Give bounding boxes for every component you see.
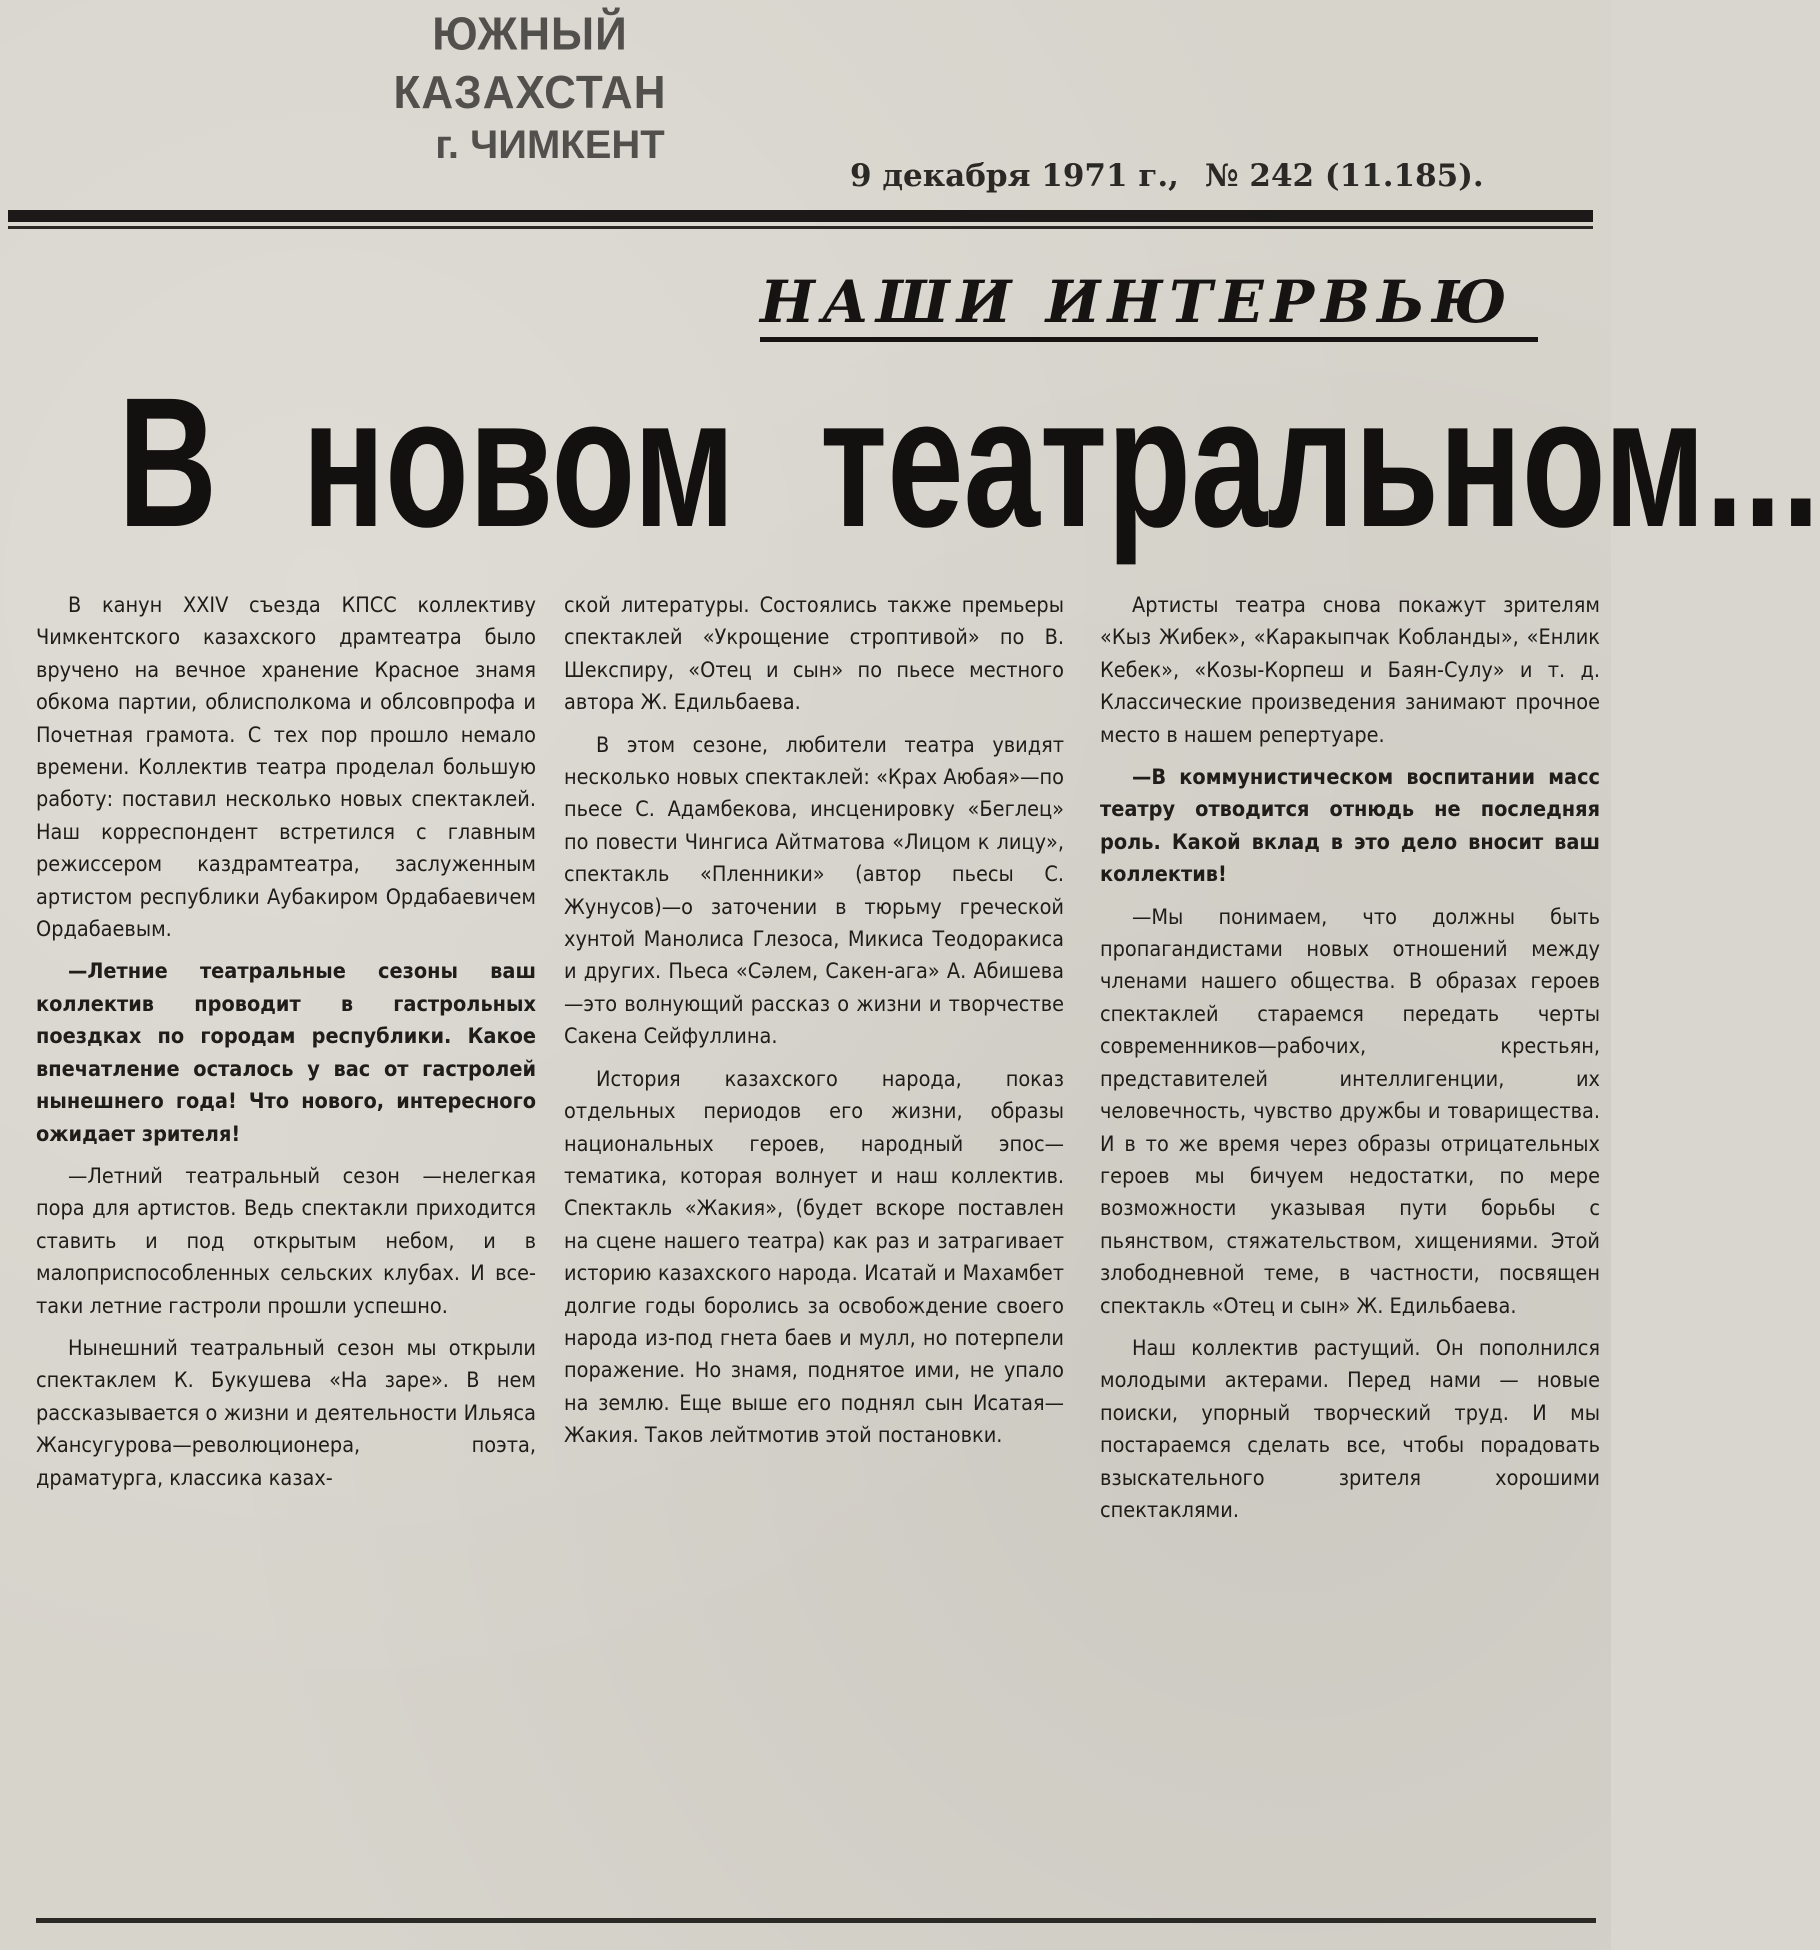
paragraph: В канун XXIV съезда КПСС коллективу Чимкентского казахского драмтеатра было вручено на вечное хранение Красное знамя обкома партии, облисполкома и облсовпрофа и Почетная грамота. С тех пор прошло немало времени. Коллектив театра проделал большую работу: поставил несколько новых спектаклей. Наш корреспондент встретился с главным режиссером каздрамтеатра, заслуженным артистом республики Аубакиром Ордабаевичем Ордабаевым. [36, 593, 536, 943]
paragraph: —Мы понимаем, что должны быть пропагандистами новых отношений между членами нашего общества. В образах героев спектаклей стараемся передать черты современников—рабочих, крестьян, представителей интеллигенции, их человечность, чувство дружбы и товарищества. И в то же время через образы отрицательных героев мы бичуем недостатки, по мере возможности указывая пути борьбы с пьянством, стяжательством, хищениями. Этой злободневной теме, в частности, посвящен спектакль «Отец и сын» Ж. Едильбаева. [1100, 904, 1600, 1319]
bottom-rule [36, 1918, 1596, 1923]
paragraph: —Летний театральный сезон —нелегкая пора для артистов. Ведь спектакли приходится ставить и под открытым небом, и в малоприспособленных сельских клубах. И все-таки летние гастроли прошли успешно. [36, 1163, 536, 1319]
top-rule-thin [8, 226, 1593, 229]
paragraph: В этом сезоне, любители театра увидят несколько новых спектаклей: «Крах Аюбая»—по пьесе С. Адамбекова, инсценировку «Беглец» по повести Чингиса Айтматова «Лицом к лицу», спектакль «Пленники» (автор пьесы С. Жунусов)—о заточении в тюрьму греческой хунтой Манолиса Глезоса, Микиса Теодоракиса и других. Пьеса «Сәлем, Сакен-ага» А. Абишева—это волнующий рассказ о жизни и творчестве Сакена Сейфуллина. [564, 732, 1064, 1050]
stamp-newspaper-name: ЮЖНЫЙ КАЗАХСТАН [393, 8, 667, 119]
paragraph: Наш коллектив растущий. Он пополнился молодыми актерами. Перед нами — новые поиски, упорный творческий труд. И мы постараемся сделать все, чтобы порадовать взыскательного зрителя хорошими спектаклями. [1100, 1335, 1600, 1523]
interview-question: —В коммунистическом воспитании масс театру отводится отнюдь не последняя роль. Какой вклад в это дело вносит ваш коллектив! [1100, 765, 1600, 888]
stamp-city: г. ЧИМКЕНТ [435, 123, 665, 167]
issue-date: 9 декабря 1971 г., [850, 158, 1179, 194]
dateline [850, 158, 1510, 194]
rubric-underline [760, 337, 1538, 342]
issue-number: № 242 (11.185). [1204, 158, 1484, 194]
library-stamp [290, 8, 770, 170]
column-2 [564, 590, 1064, 1463]
paragraph: ской литературы. Состоялись также премьеры спектаклей «Укрощение строптивой» по В. Шекспиру, «Отец и сын» по пьесе местного автора Ж. Едильбаева. [564, 593, 1064, 716]
interview-question: —Летние театральные сезоны ваш коллектив проводит в гастрольных поездках по городам республики. Какое впечатление осталось у вас от гастролей нынешнего года! Что нового, интересного ожидает зрителя! [36, 959, 536, 1147]
article-headline: В новом театральном... [118, 360, 1820, 566]
top-rule [8, 210, 1593, 222]
article-body [36, 590, 1600, 1910]
paragraph: Нынешний театральный сезон мы открыли спектаклем К. Букушева «На заре». В нем рассказывается о жизни и деятельности Ильяса Жансугурова—революционера, поэта, драматурга, классика казах- [36, 1335, 536, 1491]
column-1 [36, 590, 536, 1505]
rubric-heading: НАШИ ИНТЕРВЬЮ [760, 268, 1514, 336]
paragraph: Артисты театра снова покажут зрителям «Кыз Жибек», «Каракыпчак Кобланды», «Енлик Кебек», «Козы-Корпеш и Баян-Сулу» и т. д. Классические произведения занимают прочное место в нашем репертуаре. [1100, 593, 1600, 748]
column-3 [1100, 590, 1600, 1537]
paragraph: История казахского народа, показ отдельных периодов его жизни, образы национальных героев, народный эпос—тематика, которая волнует и наш коллектив. Спектакль «Жакия», (будет вскоре поставлен на сцене нашего театра) как раз и затрагивает историю казахского народа. Исатай и Махамбет долгие годы боролись за освобождение своего народа из-под гнета баев и мулл, но потерпели поражение. Но знамя, поднятое ими, не упало на землю. Еще выше его поднял сын Исатая—Жакия. Таков лейтмотив этой постановки. [564, 1066, 1064, 1449]
